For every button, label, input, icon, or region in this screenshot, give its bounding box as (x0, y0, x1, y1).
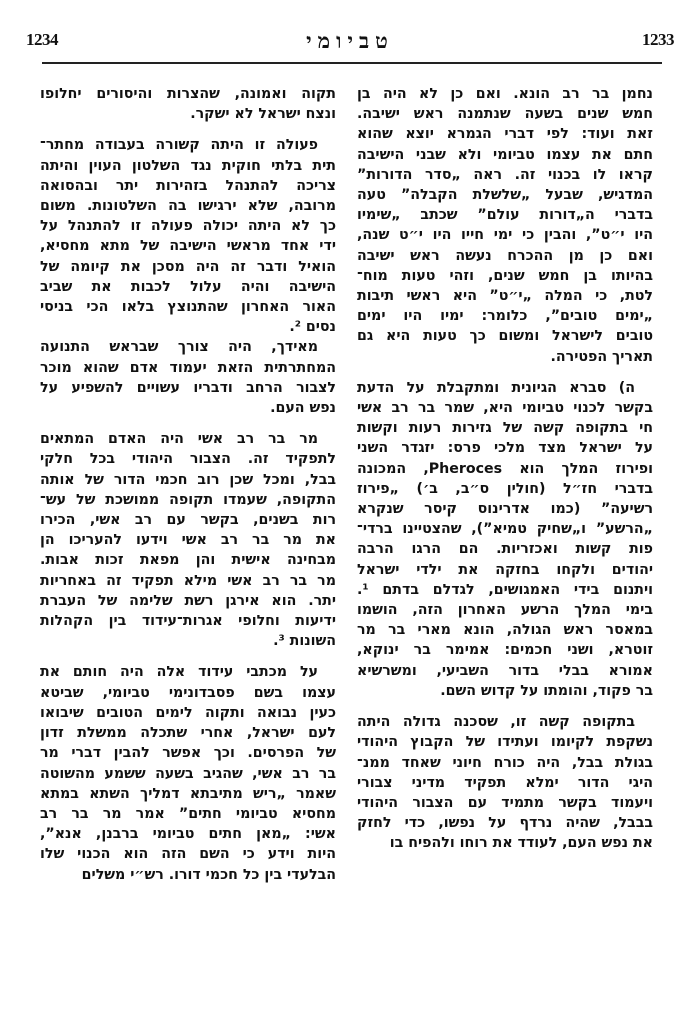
page-header (22, 28, 678, 58)
text-line: הישיבה והיה עלול לכבות את שביב (40, 278, 336, 295)
text-line: נסים ². (289, 319, 336, 336)
text-line: „ימים טובים”, כלומר: ימיו היו ימים (357, 308, 653, 325)
text-line: פות קשות ואכזריות. הם הרגו הרבה (357, 541, 653, 558)
running-title: טביומי (306, 28, 394, 53)
left-column (40, 84, 336, 885)
paragraph (40, 429, 336, 651)
text-line: ויעמוד בקשר מתמיד עם הצבור היהודי (357, 794, 653, 811)
text-line: מרובה, שלא ירגישו בה השלטונות. משום (40, 198, 336, 215)
text-line: בגולת בבל, היה כורח חיוני שאחד ממנ־ (357, 754, 653, 771)
text-line: ונצח ישראל לא ישקר. (190, 106, 336, 123)
text-line: מאידך, היה צורך שבראש התנועה (40, 339, 318, 356)
text-line: חמש שנים בשעה שנתמנה ראש ישיבה. (357, 106, 653, 123)
text-line: תית בלתי חוקית נגד השלטון העוין והיתה (40, 157, 336, 174)
text-line: אשי: „מאן חתים טביומי ברבנן, אנא”, (40, 826, 336, 843)
text-line: צריכה להתנהל בזהירות יתר ובהסואה (40, 177, 336, 194)
text-line: כעין נבואה ותקוה לימים הטובים שיבואו (40, 704, 336, 721)
text-line: ויתנום בידי האמגושים, לגדלם בדתם ¹. (357, 581, 653, 598)
page-number-right: 1233 (642, 30, 674, 49)
text-line: שאמר „ריש מתיבתא דמליך השתא במתא (40, 785, 336, 802)
text-line: המדגיש, שבעל „שלשלת הקבלה” טעה (357, 187, 653, 204)
paragraph (357, 712, 653, 853)
header-rule (42, 62, 662, 64)
text-line: רות בשנים, בקשר עם רב אשי, הכירו (40, 512, 336, 529)
text-line: זאת ועוד: לפי דברי הגמרא יוצא שהוא (357, 126, 653, 143)
text-line: תאריך הפטירה. (550, 348, 653, 365)
text-line: ידי אחד מראשי הישיבה של מתא מחסיא, (40, 238, 336, 255)
text-line: נחמן בר רב הונא. ואם כן לא היה בן (357, 86, 653, 102)
text-line: מר בר רב אשי היה האדם המתאים (40, 431, 318, 448)
text-line: לצבור הרחב ודבריו עשויים להשפיע על (40, 379, 336, 396)
text-line: ידיעות וחלופי אגרות־עידוד בין הקהלות (40, 613, 336, 630)
text-line: אמורא בבלי בדור השביעי, ומשרשיא (357, 662, 653, 679)
text-line: ופירוז המלך הוא Pheroces, המכונה (357, 460, 653, 477)
text-line: נפש העם. (270, 400, 336, 417)
text-line: לטת, כי המלה „י״ט” היא ראשי תיבות (357, 288, 653, 305)
right-column (357, 84, 653, 854)
paragraph (357, 84, 653, 367)
text-line: לתפקיד זה. הצבור היהודי בכל חלקי (40, 451, 336, 468)
paragraph (357, 378, 653, 701)
text-line: בר פקוד, והומתו על קדוש השם. (440, 682, 653, 699)
text-line: בר רב אשי, שהגיב בשעה ששמע מהשוטה (40, 765, 336, 782)
text-line: עצמו בשם פסבדונימי טביומי, שביטא (40, 684, 336, 701)
text-line: בדברי חז״ל (חולין ס״ב, ב׳) „פירוז (357, 480, 653, 497)
text-line: בקשר לכנוי טביומי היא, שמר בר רב אשי (357, 400, 653, 417)
text-line: ואם כן מן ההכרח נעשה ראש ישיבה (357, 247, 653, 264)
text-line: מר בר רב אשי מילא תפקיד זה באחריות (40, 572, 336, 589)
text-line: רשיעה” (כמו אדרינוס קיסר שנקרא (357, 501, 653, 518)
text-line: המחתרתית הזאת יעמוד אדם שהוא מוכר (40, 359, 336, 376)
text-line: על ישראל מצד מלכי פרס: יזגדר השני (357, 440, 653, 457)
text-line: היגי הדור ימלא תפקיד מדיני צבורי (357, 774, 653, 791)
text-line: על מכתבי עידוד אלה היה חותם את (40, 664, 318, 681)
text-line: חתם את עצמו טביומי ולא שבני הישיבה (357, 146, 653, 163)
text-line: הואיל ודבר זה היה מסכן את קיומה של (40, 258, 336, 275)
text-line: את נפש העם, לעודד את רוחו ולהפיח בו (389, 835, 653, 852)
text-line: ה) סברא הגיונית ומתקבלת על הדעת (357, 379, 635, 396)
text-line: מבחינה אישית והן מפאת זכות אבות. (40, 552, 336, 569)
text-line: חי בתקופה קשה של גזירות רעות וקשות (357, 420, 653, 437)
paragraph (40, 662, 336, 884)
text-line: טובים לישראל ומשום כך טעות היא גם (357, 328, 653, 345)
text-line: כך לא היתה יכולה פעולה זו להתנהל על (40, 218, 336, 235)
text-line: בבל, ומכל שכן רוב חכמי הדור של אותה (40, 471, 336, 488)
text-line: זוטרא, ושני חכמים: אמימר בר ינוקא, (357, 642, 653, 659)
text-line: היות וידע כי השם הזה הוא הכנוי שלו (40, 846, 336, 863)
text-line: את מר בר רב אשי וידעו להעריכו הן (40, 532, 336, 549)
text-line: תקוה ואמונה, שהצרות והיסורים יחלופו (40, 86, 336, 102)
text-line: קראו לו בכנוי זה. ראה „סדר הדורות” (357, 166, 653, 183)
text-line: בתקופה קשה זו, שסכנה גדולה היתה (357, 714, 635, 731)
text-line: „הרשע” ו„שחיק טמיא”), שהצטיינו ברדי־ (357, 521, 653, 538)
text-line: לעם ישראל, אחרי שתכלה ממשלת זדון (40, 725, 336, 742)
paragraph (40, 135, 336, 418)
text-line: בדברי ה„דורות עולם” שכתב „שימיו (357, 207, 653, 224)
text-line: פעולה זו היתה קשורה בעבודה מחתר־ (40, 137, 318, 154)
text-line: התקופה, שעמדו תקופה ממושכת של עש־ (40, 491, 336, 508)
text-line: של הפרסים. וכך אפשר להבין דברי מר (40, 745, 336, 762)
page-number-left: 1234 (26, 30, 58, 49)
text-line: יתר. הוא אירגן רשת שלימה של העברת (40, 592, 336, 609)
text-line: נשקפת לקיומו ועתידו של הקבוץ היהודי (357, 734, 653, 751)
text-line: הבלעדי בין כל חכמי דורו. רש״י משלים (81, 866, 336, 883)
text-line: בהיותו בן חמש שנים, וזהי טעות מוח־ (357, 267, 653, 284)
text-line: יהודים ולקחו בחזקה את ילדי ישראל (357, 561, 653, 578)
text-line: השונות ³. (273, 633, 336, 650)
text-line: מחסיא טביומי חתים” אמר מר בר רב (40, 805, 336, 822)
text-line: במאסר ראש הגולה, הונא מארי בר מר (357, 622, 653, 639)
text-line: בימי המלך הרשע האחרון הזה, הושמו (357, 602, 653, 619)
text-line: בבבל, שהיה נרדף על נפשו, כדי לחזק (357, 815, 653, 832)
paragraph (40, 84, 336, 124)
text-line: האור האחרון שהתנוצץ בלאו הכי בניסי (40, 299, 336, 316)
text-line: היו י״ט”, והבין כי ימי חייו היו י״ט שנה, (357, 227, 653, 244)
